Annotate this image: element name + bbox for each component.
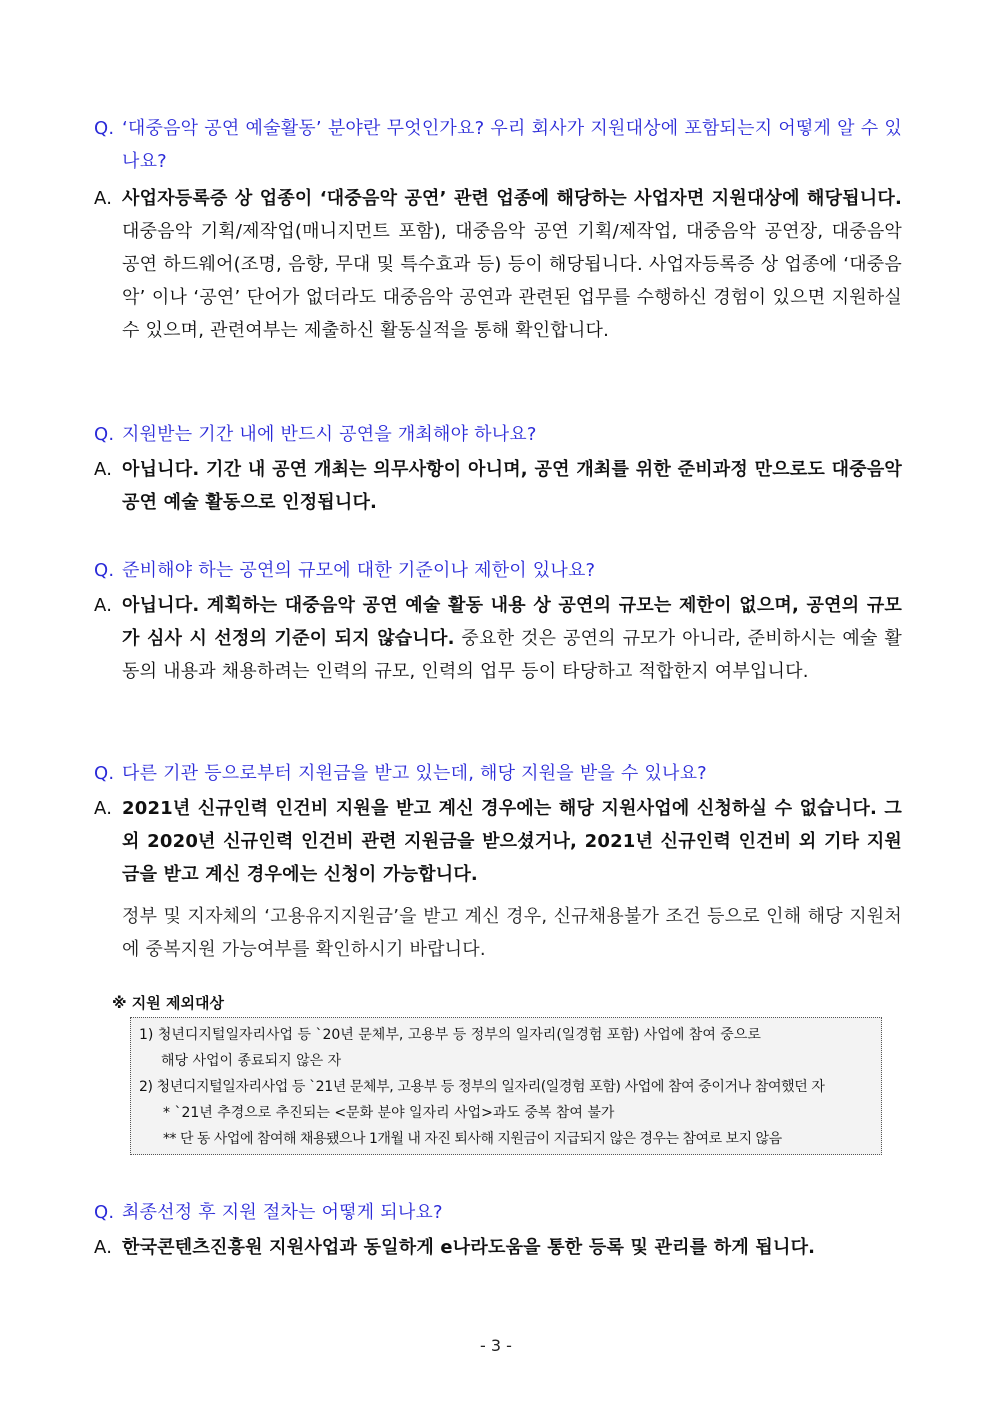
exclusion-subnote-1: * `21년 추경으로 추진되는 <문화 분야 일자리 사업>과도 중복 참여 불가 (163, 1105, 615, 1121)
a-prefix: A. (94, 188, 113, 209)
exclusion-title: ※ 지원 제외대상 (112, 994, 224, 1012)
answer-2: A. 아닙니다. 기간 내 공연 개최는 의무사항이 아니며, 공연 개최를 위한 준비과정 만으로도 대중음악 공연 예술 활동으로 인정됩니다. (94, 453, 902, 519)
q-prefix: Q. (94, 560, 115, 581)
exclusion-box (130, 1017, 882, 1155)
question-3: Q. 준비해야 하는 공연의 규모에 대한 기준이나 제한이 있나요? (94, 554, 902, 587)
q-prefix: Q. (94, 763, 115, 784)
qa-item-5 (94, 1196, 902, 1264)
exclusion-line-1: 1) 청년디지털일자리사업 등 `20년 문체부, 고용부 등 정부의 일자리(일경험 포함) 사업에 참여 중으로 (139, 1027, 761, 1043)
answer-4-note: 정부 및 지자체의 ‘고용유지지원금’을 받고 계신 경우, 신규채용불가 조건 등으로 인해 해당 지원처에 중복지원 가능여부를 확인하시기 바랍니다. (122, 906, 902, 960)
q-prefix: Q. (94, 424, 115, 445)
a-prefix: A. (94, 459, 113, 480)
a-prefix: A. (94, 1237, 113, 1258)
answer-4: A. 2021년 신규인력 인건비 지원을 받고 계신 경우에는 해당 지원사업에 신청하실 수 없습니다. 그 외 2020년 신규인력 인건비 관련 지원금을 받으셨거나, 2021년 신규인력 인건비 외 기타 지원금을 받고 계신 경우에는 신청이 가능합니다. (94, 792, 902, 891)
q-prefix: Q. (94, 1202, 115, 1223)
qa-item-4 (94, 757, 902, 966)
answer-3: A. 아닙니다. 계획하는 대중음악 공연 예술 활동 내용 상 공연의 규모는 제한이 없으며, 공연의 규모가 심사 시 선정의 기준이 되지 않습니다. 중요한 것은 공연의 규모가 아니라, 준비하시는 예술 활동의 내용과 채용하려는 인력의 규모, 인력의 업무 등이 타당하고 적합한지 여부입니다. (94, 589, 902, 688)
question-5: Q. 최종선정 후 지원 절차는 어떻게 되나요? (94, 1196, 902, 1229)
answer-5: A. 한국콘텐츠진흥원 지원사업과 동일하게 e나라도움을 통한 등록 및 관리를 하게 됩니다. (94, 1231, 902, 1264)
qa-item-2 (94, 418, 902, 519)
qa-item-1 (94, 112, 902, 347)
question-1: Q. ‘대중음악 공연 예술활동’ 분야란 무엇인가요? 우리 회사가 지원대상에 포함되는지 어떻게 알 수 있나요? (94, 112, 902, 178)
exclusion-subnote-2: ** 단 동 사업에 참여해 채용됐으나 1개월 내 자진 퇴사해 지원금이 지급되지 않은 경우는 참여로 보지 않음 (163, 1131, 782, 1147)
q-prefix: Q. (94, 118, 115, 139)
page-number: - 3 - (480, 1336, 512, 1355)
a-prefix: A. (94, 798, 113, 819)
a-prefix: A. (94, 595, 113, 616)
question-2: Q. 지원받는 기간 내에 반드시 공연을 개최해야 하나요? (94, 418, 902, 451)
question-4: Q. 다른 기관 등으로부터 지원금을 받고 있는데, 해당 지원을 받을 수 있나요? (94, 757, 902, 790)
exclusion-line-1-cont: 해당 사업이 종료되지 않은 자 (161, 1053, 342, 1069)
answer-1: A. 사업자등록증 상 업종이 ‘대중음악 공연’ 관련 업종에 해당하는 사업자면 지원대상에 해당됩니다. 대중음악 기획/제작업(매니지먼트 포함), 대중음악 공연 기획/제작업, 대중음악 공연장, 대중음악 공연 하드웨어(조명, 음향, 무대 및 특수효과 등) 등이 해당됩니다. 사업자등록증 상 업종에 ‘대중음악’ 이나 ‘공연’ 단어가 없더라도 대중음악 공연과 관련된 업무를 수행하신 경험이 있으면 지원하실 수 있으며, 관련여부는 제출하신 활동실적을 통해 확인합니다. (94, 182, 902, 347)
qa-item-3 (94, 554, 902, 688)
exclusion-line-2: 2) 청년디지털일자리사업 등 `21년 문체부, 고용부 등 정부의 일자리(일경험 포함) 사업에 참여 중이거나 참여했던 자 (139, 1079, 825, 1095)
